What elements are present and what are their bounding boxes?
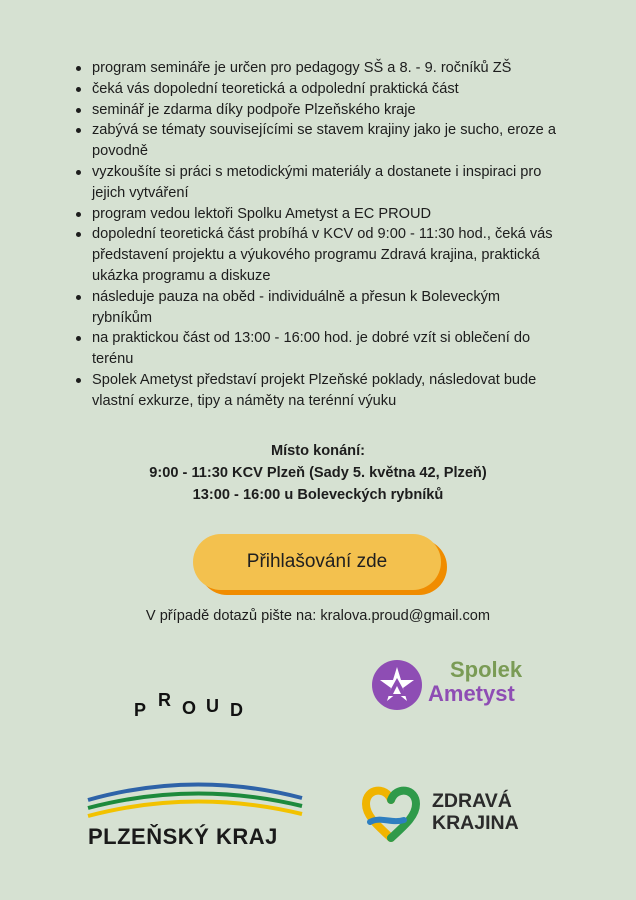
plzensky-kraj-text: PLZEŇSKÝ KRAJ [88, 824, 278, 849]
list-item: seminář je zdarma díky podpoře Plzeňského kraje [74, 100, 564, 121]
register-button[interactable]: Přihlašování zde [193, 534, 441, 590]
proud-letter: D [230, 700, 243, 720]
ametyst-text: Ametyst [428, 681, 515, 706]
list-item: program vedou lektoři Spolku Ametyst a EC PROUD [74, 204, 564, 225]
list-item: Spolek Ametyst představí projekt Plzeňské poklady, následovat bude vlastní exkurze, tipy a náměty na terénní výuku [74, 370, 564, 412]
list-item: následuje pauza na oběd - individuálně a přesun k Boleveckým rybníkům [74, 287, 564, 329]
proud-letter: R [158, 690, 171, 710]
venue-line-afternoon: 13:00 - 16:00 u Boleveckých rybníků [192, 487, 444, 503]
spolek-ametyst-logo [370, 656, 540, 716]
venue-line-morning: 9:00 - 11:30 KCV Plzeň (Sady 5. května 42, Plzeň) [149, 465, 487, 481]
amethyst-star-icon [370, 658, 424, 712]
list-item: dopolední teoretická část probíhá v KCV od 9:00 - 11:30 hod., čeká vás představení projektu a výukového programu Zdravá krajina, praktická ukázka programu a diskuze [74, 224, 564, 286]
venue-heading: Místo konání: [270, 443, 366, 459]
spolek-text: Spolek [450, 657, 523, 682]
list-item: na praktickou část od 13:00 - 16:00 hod. je dobré vzít si oblečení do terénu [74, 328, 564, 370]
proud-logo [134, 690, 254, 720]
info-list [74, 58, 564, 412]
list-item: program semináře je určen pro pedagogy SŠ a 8. - 9. ročníků ZŠ [74, 58, 564, 79]
heart-icon [360, 782, 422, 844]
zdrava-text: ZDRAVÁ [432, 790, 512, 812]
proud-letter: P [134, 700, 147, 720]
plzensky-kraj-logo [84, 776, 306, 856]
krajina-text: KRAJINA [432, 812, 519, 834]
list-item: čeká vás dopolední teoretická a odpolední praktická část [74, 79, 564, 100]
zdrava-krajina-logo [360, 782, 560, 842]
venue-block [0, 440, 636, 506]
swoosh-icon [84, 776, 306, 826]
proud-letter: O [182, 698, 197, 718]
list-item: vyzkoušíte si práci s metodickými materiály a dostanete i inspiraci pro jejich vytváření [74, 162, 564, 204]
list-item: zabývá se tématy souvisejícími se stavem krajiny jako je sucho, eroze a povodně [74, 120, 564, 162]
proud-letter: U [206, 696, 219, 716]
contact-text: V případě dotazů pište na: kralova.proud@gmail.com [145, 608, 491, 624]
